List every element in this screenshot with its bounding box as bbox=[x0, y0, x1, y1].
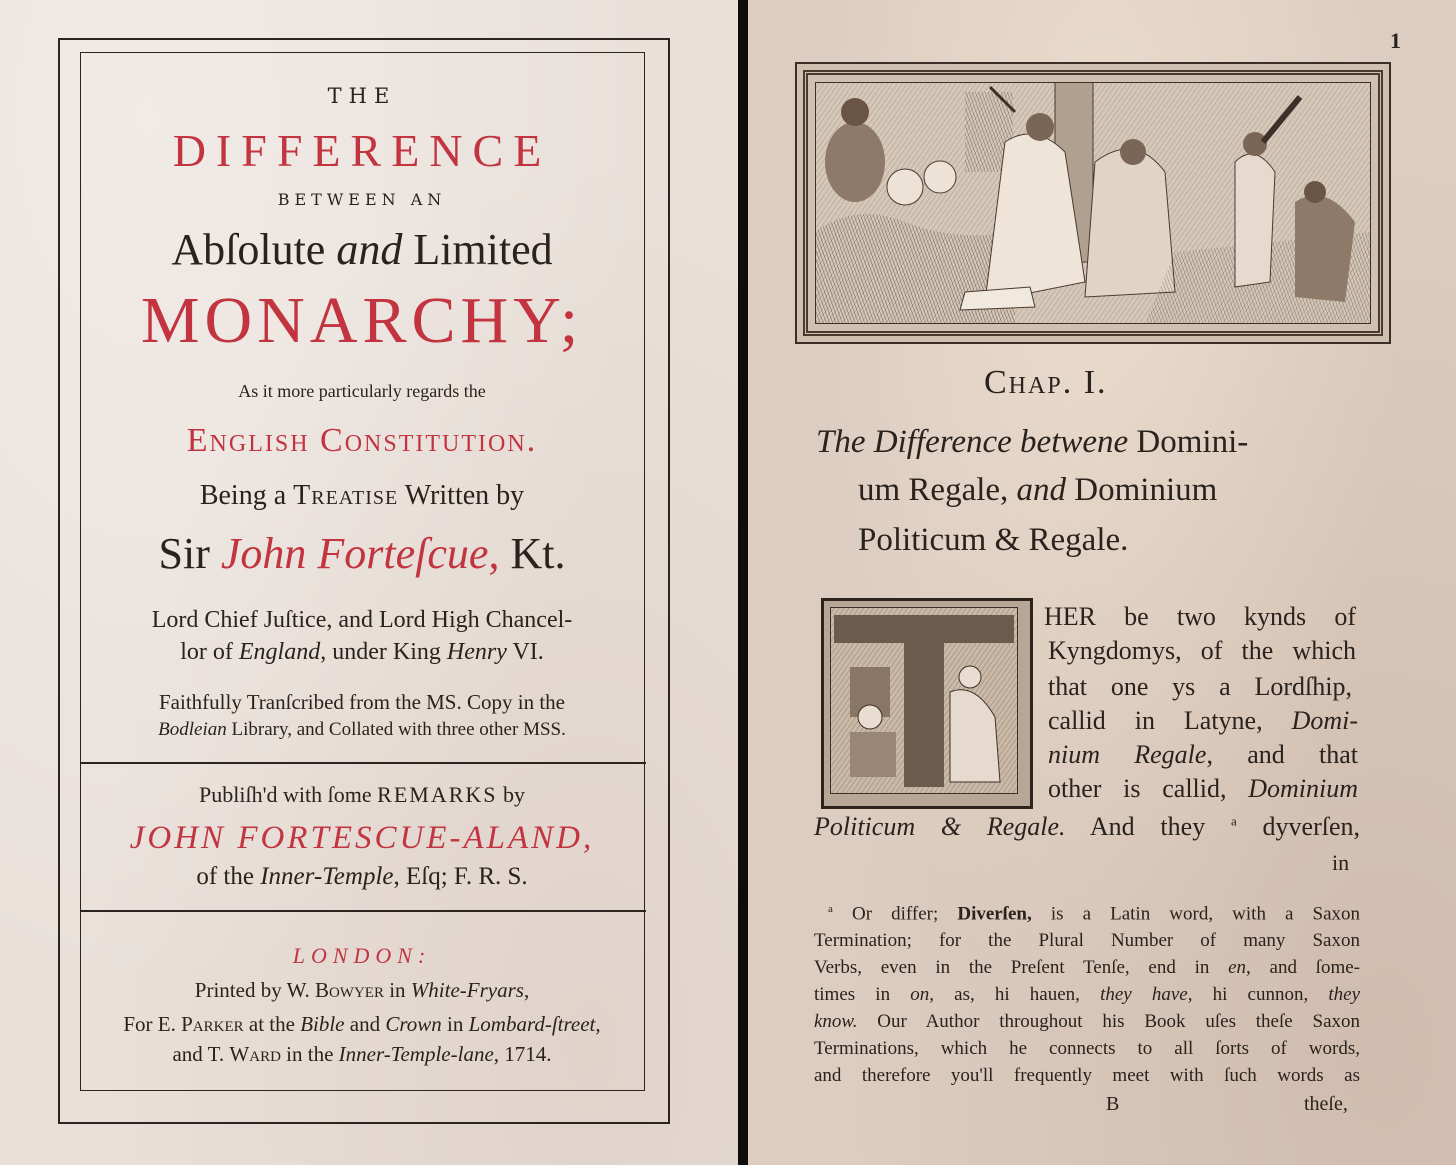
title-absolute: Abſolute bbox=[171, 225, 326, 274]
body-line-3-text: that one ys a Lordſhip, bbox=[1048, 672, 1352, 701]
title-being: Being a bbox=[199, 480, 287, 511]
body-dyversen: dyverſen, bbox=[1262, 812, 1361, 841]
imprint-ward bbox=[82, 1044, 642, 1065]
chapter-heading-line-3: Politicum & Regale. bbox=[858, 522, 1129, 558]
for-crown: Crown bbox=[385, 1012, 442, 1036]
footnote-line-1 bbox=[828, 904, 1360, 923]
body-line-2 bbox=[1048, 638, 1356, 664]
footnote-line-4 bbox=[814, 985, 1360, 1004]
published-remarks: REMARKS bbox=[377, 782, 498, 807]
footnote-diversen: Diverſen, bbox=[957, 903, 1032, 925]
footnote-line-2-text: Termination; for the Plural Number of many Saxon bbox=[814, 930, 1360, 951]
heading-um-regale: um Regale, bbox=[858, 472, 1009, 508]
body-politicum-regale: Politicum & Regale. bbox=[814, 812, 1066, 841]
printed-comma: , bbox=[523, 978, 530, 1002]
title-sir: Sir bbox=[158, 529, 210, 578]
headpiece-engraving bbox=[795, 62, 1391, 344]
office-lor-of: lor of bbox=[180, 639, 233, 665]
title-author-comma: , bbox=[488, 529, 500, 578]
footnote-some: and ſome- bbox=[1269, 957, 1360, 978]
affiliation-esq: , Eſq; F. R. S. bbox=[393, 863, 528, 890]
title-author-name: John Forteſcue bbox=[220, 529, 489, 578]
footnote-they-have: they have, bbox=[1100, 984, 1193, 1005]
title-office-line-1: Lord Chief Juſtice, and Lord High Chancel- bbox=[151, 607, 573, 633]
footnote-hi-hauen: as, hi hauen, bbox=[954, 984, 1080, 1005]
chapter-page bbox=[748, 0, 1456, 1165]
title-between: BETWEEN AN bbox=[277, 190, 447, 209]
for-at-the: at the bbox=[248, 1012, 295, 1036]
title-editor-name: JOHN FORTESCUE-ALAND, bbox=[129, 820, 595, 856]
chapter-heading-line-2 bbox=[858, 474, 1217, 507]
ward-in-the: in the bbox=[286, 1042, 334, 1066]
published-by: by bbox=[503, 782, 525, 807]
office-vi: VI. bbox=[512, 639, 544, 665]
footnote-or-differ: Or differ; bbox=[851, 903, 939, 925]
title-published-line bbox=[82, 784, 642, 806]
body-latyne: callid in Latyne, bbox=[1048, 706, 1263, 735]
printed-white-fryars: White-Fryars bbox=[410, 978, 524, 1002]
for-parker: Parker bbox=[181, 1012, 244, 1036]
footnote-line-6 bbox=[814, 1039, 1360, 1058]
title-editor-affiliation bbox=[82, 864, 642, 889]
printed-in: in bbox=[389, 978, 406, 1002]
for-lombard-street: Lombard-ſtreet bbox=[468, 1012, 596, 1036]
body-line-4 bbox=[1048, 708, 1358, 734]
title-being-treatise bbox=[82, 482, 642, 510]
title-limited: Limited bbox=[413, 225, 553, 274]
office-england: England bbox=[238, 639, 321, 665]
ward-and-t: and T. bbox=[172, 1042, 225, 1066]
decorated-initial-T-icon bbox=[830, 607, 1018, 794]
body-other-callid: other is callid, bbox=[1048, 774, 1227, 803]
for-and: and bbox=[349, 1012, 381, 1036]
for-comma: , bbox=[595, 1012, 601, 1036]
title-office-line-2 bbox=[82, 640, 642, 664]
footnote-they: they bbox=[1328, 984, 1361, 1005]
page-catchword: theſe, bbox=[1304, 1093, 1348, 1115]
title-rule-upper bbox=[80, 762, 646, 764]
heading-and: and bbox=[1016, 472, 1067, 508]
title-kt: Kt. bbox=[510, 529, 566, 578]
ward-year: , 1714. bbox=[493, 1042, 552, 1066]
printed-by-w: Printed by W. bbox=[194, 978, 310, 1002]
ward-name: Ward bbox=[229, 1042, 281, 1066]
body-domi: Domi- bbox=[1291, 706, 1358, 735]
body-and-that: , and that bbox=[1206, 740, 1359, 769]
heading-dominium: Dominium bbox=[1074, 472, 1218, 508]
body-line-7 bbox=[814, 814, 1360, 840]
printed-bowyer: Bowyer bbox=[314, 978, 384, 1002]
title-written-by: Written by bbox=[404, 480, 525, 511]
heading-domini: Domini- bbox=[1136, 424, 1249, 460]
title-transcribed-line-1: Faithfully Tranſcribed from the MS. Copy in the bbox=[159, 690, 565, 714]
affiliation-of-the: of the bbox=[196, 863, 254, 890]
footnote-line-2 bbox=[814, 931, 1360, 950]
for-e: For E. bbox=[123, 1012, 176, 1036]
title-monarchy: MONARCHY; bbox=[140, 284, 584, 357]
imprint-for-parker bbox=[82, 1014, 642, 1035]
chapter-heading-line-1 bbox=[816, 426, 1248, 459]
footnote-line-7 bbox=[814, 1066, 1360, 1085]
footnote-know: know. bbox=[814, 1011, 858, 1032]
title-rule-lower bbox=[80, 910, 646, 912]
footnote-line-3 bbox=[814, 958, 1360, 977]
office-under-king: , under King bbox=[320, 639, 441, 665]
footnote-en: en, bbox=[1228, 957, 1251, 978]
title-treatise: Treatise bbox=[293, 480, 399, 511]
published-with-some: Publiſh'd with ſome bbox=[199, 782, 372, 807]
chapter-title: Chap. I. bbox=[984, 364, 1108, 401]
decorated-initial bbox=[821, 598, 1033, 809]
office-henry: Henry bbox=[446, 639, 507, 665]
body-line-6 bbox=[1048, 776, 1358, 802]
body-line-2-text: Kyngdomys, of the which bbox=[1048, 636, 1356, 665]
body-and-they: And they bbox=[1089, 812, 1206, 841]
footnote-times-in: times in bbox=[814, 984, 891, 1005]
heading-difference: The Difference betwene bbox=[816, 424, 1129, 460]
footnote-our-author: Our Author throughout his Book uſes theſe Saxon bbox=[877, 1011, 1360, 1032]
affiliation-inner-temple: Inner-Temple bbox=[260, 863, 394, 890]
footnote-on: on, bbox=[910, 984, 934, 1005]
title-regards: As it more particularly regards the bbox=[238, 381, 486, 401]
title-absolute-limited bbox=[82, 225, 642, 274]
footnote-line-5 bbox=[814, 1012, 1360, 1031]
for-bible: Bible bbox=[300, 1012, 345, 1036]
title-the: THE bbox=[327, 84, 397, 108]
body-note-marker: a bbox=[1230, 813, 1237, 829]
transcribed-bodleian: Bodleian bbox=[158, 719, 227, 740]
body-line-5 bbox=[1048, 742, 1358, 768]
footnote-latin-word: is a Latin word, with a Saxon bbox=[1050, 903, 1361, 925]
body-line-3 bbox=[1048, 674, 1352, 700]
body-line-1-text: HER be two kynds of bbox=[1044, 602, 1356, 631]
title-english-constitution: English Constitution. bbox=[186, 422, 538, 459]
title-transcribed-line-2 bbox=[82, 720, 642, 739]
allegorical-engraving-icon bbox=[815, 82, 1371, 324]
title-difference: DIFFERENCE bbox=[172, 125, 552, 176]
body-catchword-in: in bbox=[1332, 850, 1350, 875]
ward-inner-temple-lane: Inner-Temple-lane bbox=[338, 1042, 494, 1066]
title-and: and bbox=[336, 225, 403, 274]
imprint-london: LONDON: bbox=[292, 943, 432, 968]
footnote-verbs: Verbs, even in the Preſent Tenſe, end in bbox=[814, 957, 1210, 978]
page-number: 1 bbox=[1390, 28, 1401, 53]
title-author-line bbox=[82, 529, 642, 578]
imprint-printed-by bbox=[82, 980, 642, 1001]
signature-mark: B bbox=[1106, 1093, 1120, 1115]
footnote-line-6-text: Terminations, which he connects to all ſorts of words, bbox=[814, 1038, 1360, 1059]
body-line-1 bbox=[1044, 604, 1356, 630]
body-dominium: Dominium bbox=[1248, 774, 1358, 803]
footnote-line-7-text: and therefore you'll frequently meet with ſuch words as bbox=[814, 1065, 1360, 1086]
footnote-hi-cunnon: hi cunnon, bbox=[1212, 984, 1309, 1005]
body-nium-regale: nium Regale bbox=[1048, 740, 1207, 769]
transcribed-library: Library, and Collated with three other MSS. bbox=[231, 719, 566, 740]
footnote-marker: a bbox=[828, 903, 833, 915]
for-in: in bbox=[447, 1012, 464, 1036]
